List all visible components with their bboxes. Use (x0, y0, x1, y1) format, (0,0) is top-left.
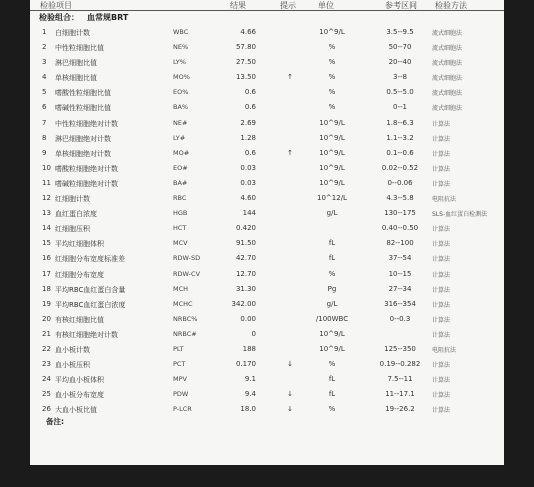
test-name: 有核红细胞绝对计数 (55, 330, 118, 339)
row-index: 12 (42, 194, 51, 203)
test-result: 42.70 (235, 254, 256, 263)
test-unit: 10^9/L (319, 178, 345, 187)
header-item: 检验项目 (40, 1, 72, 10)
test-result: 144 (242, 209, 256, 218)
table-row (30, 328, 504, 343)
test-unit: fL (328, 375, 336, 384)
table-row (30, 132, 504, 147)
row-index: 20 (42, 314, 51, 323)
test-unit: 10^9/L (319, 133, 345, 142)
test-result: 4.66 (240, 28, 256, 36)
table-row (30, 252, 504, 267)
test-unit: % (328, 88, 336, 97)
test-method: 计算法 (432, 377, 451, 385)
reference-range: 0.5--5.0 (386, 88, 414, 97)
reference-range: 130--175 (384, 209, 416, 218)
test-name: 红细胞计数 (55, 195, 90, 204)
table-row (30, 222, 504, 237)
test-result: 13.50 (235, 73, 256, 82)
result-table (30, 26, 504, 418)
reference-range: 1.8--6.3 (386, 118, 414, 127)
test-name: 淋巴细胞比值 (55, 59, 97, 68)
test-code: P-LCR (173, 405, 192, 414)
reference-range: 11--17.1 (385, 390, 415, 399)
test-unit: fL (328, 239, 336, 248)
test-code: MO% (173, 73, 190, 82)
test-result: 342.00 (231, 299, 256, 308)
test-result: 4.60 (240, 194, 256, 203)
table-row (30, 298, 504, 313)
reference-range: 0--1 (393, 103, 407, 112)
table-row (30, 358, 504, 373)
test-method: 计算法 (432, 392, 451, 400)
table-row (30, 26, 504, 41)
group-name: 血常规BRT (87, 13, 129, 22)
reference-range: 20--40 (388, 58, 412, 67)
test-method: 计算法 (432, 271, 451, 279)
row-index: 16 (42, 254, 51, 263)
test-result: 0.6 (244, 88, 256, 97)
reference-range: 0--0.06 (387, 178, 413, 187)
reference-range: 50--70 (388, 43, 412, 52)
table-row (30, 41, 504, 56)
reference-range: 82--100 (386, 239, 414, 248)
table-row (30, 192, 504, 207)
reference-range: 0.1--0.6 (386, 148, 414, 157)
test-code: BA# (173, 178, 188, 187)
table-row (30, 373, 504, 388)
test-name: 单核细胞绝对计数 (55, 149, 111, 158)
header-method: 检验方法 (435, 1, 467, 10)
test-code: RBC (173, 194, 187, 203)
table-row (30, 313, 504, 328)
test-name: 平均RBC血红蛋白浓度 (55, 300, 126, 309)
test-code: NRBC% (173, 314, 198, 323)
note-label: 备注: (46, 417, 64, 426)
test-method: 计算法 (432, 226, 451, 234)
header-ref: 参考区间 (385, 1, 417, 10)
row-index: 21 (42, 329, 51, 338)
test-result: 1.28 (240, 133, 256, 142)
test-name: 平均红细胞体积 (55, 240, 104, 249)
test-name: 有核红细胞比值 (55, 315, 104, 324)
test-unit: 10^9/L (319, 329, 345, 338)
reference-range: 7.5--11 (387, 375, 413, 384)
test-method: 计算法 (432, 256, 451, 264)
test-unit: % (328, 73, 336, 82)
test-name: 红细胞压积 (55, 225, 90, 234)
test-name: 血小板分布宽度 (55, 391, 104, 400)
row-index: 2 (42, 43, 47, 52)
row-index: 3 (42, 58, 47, 67)
test-result: 188 (242, 344, 256, 353)
row-index: 8 (42, 133, 47, 142)
test-code: MCH (173, 284, 189, 293)
test-unit: % (328, 103, 336, 112)
row-index: 9 (42, 148, 47, 157)
test-method: 计算法 (432, 165, 451, 173)
reference-range: 4.3--5.8 (386, 194, 414, 203)
test-method: 流式细胞法 (432, 75, 463, 83)
test-name: 血红蛋白浓度 (55, 210, 97, 219)
test-result: 18.0 (240, 405, 256, 414)
reference-range: 27--34 (388, 284, 412, 293)
test-unit: 10^9/L (319, 28, 345, 36)
reference-range: 0--0.3 (389, 314, 411, 323)
row-index: 24 (42, 375, 51, 384)
screen-bottom (0, 465, 534, 487)
row-index: 22 (42, 344, 51, 353)
row-index: 11 (42, 178, 51, 187)
reference-range: 3--8 (393, 73, 407, 82)
table-row (30, 343, 504, 358)
test-method: 流式细胞法 (432, 90, 463, 98)
row-index: 25 (42, 390, 51, 399)
row-index: 18 (42, 284, 51, 293)
test-name: 嗜酸粒细胞绝对计数 (55, 164, 118, 173)
table-row (30, 117, 504, 132)
test-name: 淋巴细胞绝对计数 (55, 134, 111, 143)
test-name: 平均RBC血红蛋白含量 (55, 285, 126, 294)
test-method: 流式细胞法 (432, 30, 463, 37)
reference-range: 0.40--0.50 (381, 224, 419, 233)
test-method: SLS-血红蛋白检测法 (432, 211, 488, 219)
test-name: 嗜碱性粒细胞比值 (55, 104, 111, 113)
test-unit: g/L (326, 299, 338, 308)
column-header (30, 0, 504, 11)
table-row (30, 388, 504, 403)
test-name: 嗜碱粒细胞绝对计数 (55, 179, 118, 188)
test-result: 31.30 (235, 284, 256, 293)
test-result: 0.03 (240, 163, 256, 172)
test-code: EO# (173, 163, 188, 172)
abnormal-flag: ↓ (287, 360, 293, 369)
abnormal-flag: ↓ (287, 405, 293, 414)
test-method: 计算法 (432, 150, 451, 158)
table-row (30, 101, 504, 116)
test-result: 27.50 (235, 58, 256, 67)
test-unit: % (328, 360, 336, 369)
test-name: 红细胞分布宽度标准差 (55, 255, 125, 264)
test-code: LY# (173, 133, 186, 142)
test-code: RDW-SD (173, 254, 201, 263)
test-method: 流式细胞法 (432, 105, 463, 113)
row-index: 6 (42, 103, 47, 112)
test-name: 单核细胞比值 (55, 74, 97, 83)
test-method: 计算法 (432, 331, 451, 339)
table-row (30, 283, 504, 298)
reference-range: 0.02--0.52 (381, 163, 419, 172)
test-method: 计算法 (432, 135, 451, 143)
test-code: NE# (173, 118, 188, 127)
test-result: 2.69 (240, 118, 256, 127)
table-row (30, 86, 504, 101)
row-index: 7 (42, 118, 47, 127)
row-index: 15 (42, 239, 51, 248)
test-code: HGB (173, 209, 188, 218)
test-result: 0.6 (244, 148, 256, 157)
abnormal-flag: ↑ (287, 73, 293, 82)
test-method: 计算法 (432, 241, 451, 249)
test-result: 0.420 (235, 224, 256, 233)
test-code: MO# (173, 148, 190, 157)
test-result: 12.70 (235, 269, 256, 278)
header-flag: 提示 (280, 1, 296, 10)
test-method: 流式细胞法 (432, 45, 463, 53)
row-index: 17 (42, 269, 51, 278)
reference-range: 10--15 (388, 269, 412, 278)
row-index: 13 (42, 209, 51, 218)
test-name: 大血小板比值 (55, 406, 97, 415)
test-code: PLT (173, 344, 184, 353)
test-result: 0 (251, 329, 256, 338)
table-row (30, 147, 504, 162)
row-index: 5 (42, 88, 47, 97)
reference-range: 37--54 (388, 254, 412, 263)
test-unit: 10^9/L (319, 344, 345, 353)
test-name: 中性粒细胞绝对计数 (55, 119, 118, 128)
test-code: WBC (173, 28, 189, 36)
test-unit: /100WBC (315, 314, 349, 323)
test-method: 计算法 (432, 180, 451, 188)
reference-range: 1.1--3.2 (386, 133, 414, 142)
test-result: 57.80 (235, 43, 256, 52)
test-result: 9.1 (244, 375, 256, 384)
row-index: 10 (42, 163, 51, 172)
test-unit: % (328, 405, 336, 414)
test-code: NRBC# (173, 329, 197, 338)
abnormal-flag: ↑ (287, 148, 293, 157)
reference-range: 125--350 (384, 344, 416, 353)
test-method: 计算法 (432, 362, 451, 370)
lab-report-page (30, 0, 504, 465)
header-unit: 单位 (318, 1, 334, 10)
test-result: 0.03 (240, 178, 256, 187)
test-name: 血小板压积 (55, 361, 90, 370)
reference-range: 19--26.2 (385, 405, 415, 414)
row-index: 19 (42, 299, 51, 308)
test-code: RDW-CV (173, 269, 201, 278)
table-row (30, 268, 504, 283)
group-label: 检验组合： (39, 13, 79, 22)
row-index: 26 (42, 405, 51, 414)
test-unit: % (328, 269, 336, 278)
test-method: 流式细胞法 (432, 60, 463, 68)
test-method: 计算法 (432, 120, 451, 128)
table-row (30, 56, 504, 71)
table-row (30, 207, 504, 222)
test-method: 电阻抗法 (432, 196, 457, 204)
test-code: LY% (173, 58, 186, 67)
test-name: 血小板计数 (55, 345, 90, 354)
test-unit: 10^9/L (319, 163, 345, 172)
test-result: 0.00 (240, 314, 256, 323)
reference-range: 0.19--0.282 (379, 360, 421, 369)
row-index: 23 (42, 360, 51, 369)
test-code: BA% (173, 103, 189, 112)
test-code: MCHC (173, 299, 193, 308)
test-code: MPV (173, 375, 187, 384)
test-code: MCV (173, 239, 188, 248)
test-name: 中性粒细胞比值 (55, 44, 104, 53)
table-row (30, 162, 504, 177)
test-code: EO% (173, 88, 189, 97)
test-method: 计算法 (432, 301, 451, 309)
test-method: 计算法 (432, 407, 451, 415)
test-code: PCT (173, 360, 186, 369)
test-name: 平均血小板体积 (55, 376, 104, 385)
header-result: 结果 (230, 1, 246, 10)
test-unit: Pg (327, 284, 337, 293)
abnormal-flag: ↓ (287, 390, 293, 399)
test-unit: fL (328, 390, 336, 399)
test-unit: 10^9/L (319, 118, 345, 127)
reference-range: 3.5--9.5 (386, 28, 414, 36)
test-result: 91.50 (235, 239, 256, 248)
test-code: HCT (173, 224, 187, 233)
test-unit: g/L (326, 209, 338, 218)
test-result: 0.6 (244, 103, 256, 112)
test-name: 嗜酸性粒细胞比值 (55, 89, 111, 98)
test-code: NE% (173, 43, 189, 52)
test-unit: % (328, 58, 336, 67)
test-method: 计算法 (432, 316, 451, 324)
test-method: 计算法 (432, 286, 451, 294)
test-unit: 10^12/L (317, 194, 347, 203)
table-row (30, 177, 504, 192)
test-name: 白细胞计数 (55, 29, 90, 37)
row-index: 14 (42, 224, 51, 233)
test-unit: fL (328, 254, 336, 263)
table-row (30, 403, 504, 418)
test-result: 0.170 (235, 360, 256, 369)
table-row (30, 237, 504, 252)
reference-range: 316--354 (384, 299, 416, 308)
test-code: PDW (173, 390, 189, 399)
row-index: 4 (42, 73, 47, 82)
test-unit: % (328, 43, 336, 52)
row-index: 1 (42, 28, 47, 36)
test-group (39, 12, 128, 23)
table-row (30, 71, 504, 86)
test-name: 红细胞分布宽度 (55, 270, 104, 279)
test-method: 电阻抗法 (432, 346, 457, 354)
test-result: 9.4 (244, 390, 256, 399)
test-unit: 10^9/L (319, 148, 345, 157)
